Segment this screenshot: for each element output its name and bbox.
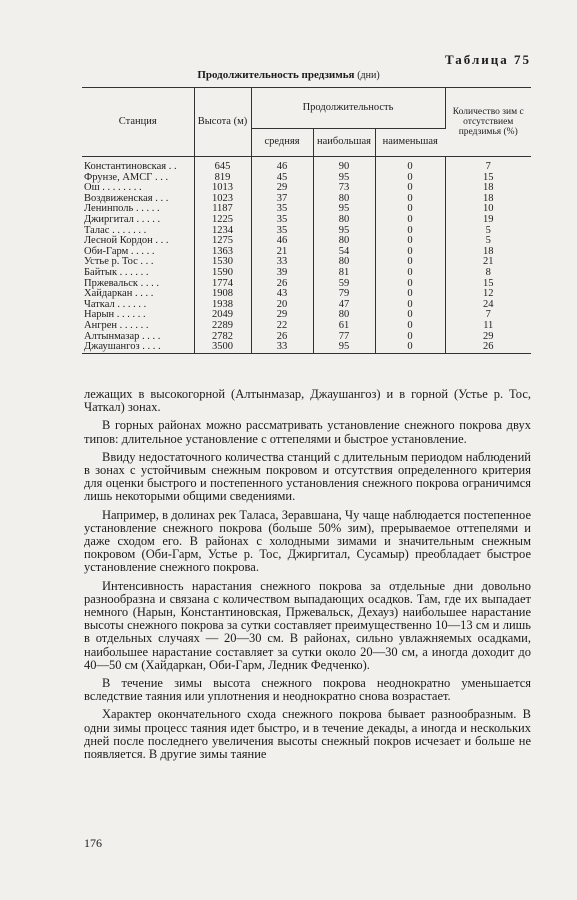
header-avg: средняя <box>251 129 313 157</box>
max-cell: 95 <box>313 204 375 215</box>
max-cell: 47 <box>313 300 375 311</box>
max-cell: 95 <box>313 173 375 184</box>
avg-cell: 45 <box>251 173 313 184</box>
min-cell: 0 <box>375 300 445 311</box>
height-cell: 1023 <box>194 194 251 205</box>
height-cell: 2289 <box>194 321 251 332</box>
height-cell: 1774 <box>194 279 251 290</box>
pct-cell: 5 <box>485 224 491 236</box>
avg-cell: 46 <box>251 236 313 247</box>
table-row <box>82 257 531 268</box>
station-cell: Хайдаркан . . . . <box>82 289 194 300</box>
paragraph: В течение зимы высота снежного покрова неоднократно уменьшается вследствие таяния или уплотнения и неоднократно снова возрастает. <box>84 676 531 704</box>
pct-cell: 24 <box>483 298 494 310</box>
avg-cell: 46 <box>251 157 313 173</box>
table-row <box>82 157 531 173</box>
table-title <box>0 69 577 81</box>
pct-cell: 18 <box>483 182 494 194</box>
pct-cell: 7 <box>485 161 491 172</box>
min-cell: 0 <box>375 268 445 279</box>
max-cell: 61 <box>313 321 375 332</box>
pct-cell: 19 <box>483 213 494 225</box>
max-cell: 73 <box>313 183 375 194</box>
avg-cell: 35 <box>251 226 313 237</box>
min-cell: 0 <box>375 183 445 194</box>
height-cell: 819 <box>194 173 251 184</box>
max-cell: 95 <box>313 226 375 237</box>
pct-cell: 18 <box>483 245 494 257</box>
height-cell: 1013 <box>194 183 251 194</box>
paragraph: Ввиду недостаточного количества станций с длительным периодом наблюдений в зонах с устойчивым снежным покровом и отсутствия определенного критерия для оценки быстрого и постепенного установления снежного покрова ограничимся лишь некоторыми общими сведениями. <box>84 449 531 504</box>
pct-cell: 18 <box>483 192 494 204</box>
pct-cell: 26 <box>445 342 531 353</box>
station-cell: Устье р. Тос . . . <box>82 257 194 268</box>
pct-cell: 15 <box>483 171 494 183</box>
paragraph: Интенсивность нарастания снежного покрова за отдельные дни довольно разнообразна и связана с количеством выпадающих осадков. Там, где их выпадает немного (Нарын, Константиновская, Пржевальск, Дехауз) наибольшее нарастание высоты снежного покрова за сутки составляет преимущественно 10—13 см и лишь в отдельных случаях — 20—30 см. В районах, сильно увлажняемых осадками, наибольшее нарастание составляет за сутки около 20—30 см, а иногда доходит до 40—50 см (Хайдаркан, Оби-Гарм, Ледник Федченко). <box>84 578 531 672</box>
avg-cell: 35 <box>251 204 313 215</box>
avg-cell: 33 <box>251 257 313 268</box>
min-cell: 0 <box>375 173 445 184</box>
avg-cell: 26 <box>251 279 313 290</box>
station-cell: Ош . . . . . . . . <box>82 183 194 194</box>
snow-duration-table <box>82 87 531 354</box>
header-max: наибольшая <box>313 129 375 157</box>
table-row <box>82 215 531 226</box>
avg-cell: 37 <box>251 194 313 205</box>
height-cell: 1234 <box>194 226 251 237</box>
pct-cell: 11 <box>483 319 494 331</box>
pct-cell: 21 <box>483 256 494 268</box>
avg-cell: 35 <box>251 215 313 226</box>
height-cell: 1938 <box>194 300 251 311</box>
height-cell: 1225 <box>194 215 251 226</box>
avg-cell: 43 <box>251 289 313 300</box>
avg-cell: 39 <box>251 268 313 279</box>
table-row <box>82 310 531 321</box>
avg-cell: 29 <box>251 310 313 321</box>
height-cell: 645 <box>194 157 251 173</box>
page-number: 176 <box>84 836 102 850</box>
paragraph: Например, в долинах рек Таласа, Зеравшана, Чу чаще наблюдается постепенное установление снежного покрова (больше 50% зим), прерываемое оттепелями и даже сходом его. В районах с холодными зимами и значительным снежным покровом (Оби-Гарм, Устье р. Тос, Джиргитал, Сусамыр) преобладает быстрое установление снежного покрова. <box>84 507 531 575</box>
min-cell: 0 <box>375 342 445 353</box>
table-number-label: Таблица 75 <box>444 52 531 67</box>
station-cell: Фрунзе, АМСГ . . . <box>82 173 194 184</box>
min-cell: 0 <box>375 157 445 173</box>
min-cell: 0 <box>375 247 445 258</box>
max-cell: 59 <box>313 279 375 290</box>
table-row <box>82 300 531 311</box>
min-cell: 0 <box>375 279 445 290</box>
max-cell: 95 <box>313 342 375 353</box>
body-text <box>84 388 531 766</box>
max-cell: 80 <box>313 310 375 321</box>
pct-cell: 10 <box>483 203 494 215</box>
avg-cell: 26 <box>251 332 313 343</box>
min-cell: 0 <box>375 194 445 205</box>
height-cell: 2782 <box>194 332 251 343</box>
max-cell: 80 <box>313 236 375 247</box>
height-cell: 1908 <box>194 289 251 300</box>
header-min: наименьшая <box>375 129 445 157</box>
min-cell: 0 <box>375 321 445 332</box>
station-cell: Талас . . . . . . . <box>82 226 194 237</box>
min-cell: 0 <box>375 332 445 343</box>
paragraph: Характер окончательного схода снежного покрова бывает разнообразным. В одни зимы процесс таяния идет быстро, и в течение декады, а иногда и нескольких дней после последнего увеличения высоты снежный покров исчезает и больше не появляется. В другие зимы таяние <box>84 707 531 762</box>
max-cell: 80 <box>313 215 375 226</box>
max-cell: 80 <box>313 257 375 268</box>
height-cell: 2049 <box>194 310 251 321</box>
pct-cell: 15 <box>483 277 494 289</box>
station-cell: Воздвиженская . . . <box>82 194 194 205</box>
station-cell: Пржевальск . . . . <box>82 279 194 290</box>
station-cell: Алтынмазар . . . . <box>82 332 194 343</box>
table-row <box>82 321 531 332</box>
station-cell: Чаткал . . . . . . <box>82 300 194 311</box>
pct-cell: 5 <box>485 235 491 247</box>
min-cell: 0 <box>375 257 445 268</box>
pct-cell: 29 <box>483 330 494 342</box>
table-title-unit: (дни) <box>357 70 380 81</box>
table-row <box>82 289 531 300</box>
header-station: Станция <box>82 88 194 157</box>
height-cell: 1590 <box>194 268 251 279</box>
max-cell: 90 <box>313 157 375 173</box>
paragraph: В горных районах можно рассматривать установление снежного покрова двух типов: длительное установление с оттепелями и быстрое установление. <box>84 418 531 446</box>
min-cell: 0 <box>375 215 445 226</box>
max-cell: 80 <box>313 194 375 205</box>
header-duration: Продолжительность <box>251 88 445 129</box>
height-cell: 3500 <box>194 342 251 353</box>
avg-cell: 20 <box>251 300 313 311</box>
station-cell: Байтык . . . . . . <box>82 268 194 279</box>
min-cell: 0 <box>375 289 445 300</box>
station-cell: Ангрен . . . . . . <box>82 321 194 332</box>
station-cell: Нарын . . . . . . <box>82 310 194 321</box>
station-cell: Лесной Кордон . . . <box>82 236 194 247</box>
min-cell: 0 <box>375 310 445 321</box>
header-winters-pct: Количество зим с отсутствием предзимья (%) <box>445 88 531 157</box>
height-cell: 1187 <box>194 204 251 215</box>
table-title-text: Продолжительность предзимья <box>197 69 355 81</box>
min-cell: 0 <box>375 226 445 237</box>
station-cell: Джиргитал . . . . . <box>82 215 194 226</box>
station-cell: Оби-Гарм . . . . . <box>82 247 194 258</box>
avg-cell: 21 <box>251 247 313 258</box>
height-cell: 1363 <box>194 247 251 258</box>
table-row <box>82 342 531 353</box>
max-cell: 81 <box>313 268 375 279</box>
height-cell: 1275 <box>194 236 251 247</box>
station-cell: Константиновская . . <box>82 157 194 173</box>
table-row <box>82 268 531 279</box>
max-cell: 54 <box>313 247 375 258</box>
paragraph: лежащих в высокогорной (Алтынмазар, Джаушангоз) и в горной (Устье р. Тос, Чаткал) зонах. <box>84 387 531 415</box>
max-cell: 79 <box>313 289 375 300</box>
pct-cell: 8 <box>485 266 491 278</box>
header-height: Высота (м) <box>194 88 251 157</box>
station-cell: Ленинполь . . . . . <box>82 204 194 215</box>
pct-cell: 7 <box>485 309 491 321</box>
min-cell: 0 <box>375 204 445 215</box>
height-cell: 1530 <box>194 257 251 268</box>
station-cell: Джаушангоз . . . . <box>82 342 194 353</box>
avg-cell: 29 <box>251 183 313 194</box>
min-cell: 0 <box>375 236 445 247</box>
avg-cell: 33 <box>251 342 313 353</box>
max-cell: 77 <box>313 332 375 343</box>
table-row <box>82 173 531 184</box>
avg-cell: 22 <box>251 321 313 332</box>
pct-cell: 12 <box>483 288 494 300</box>
